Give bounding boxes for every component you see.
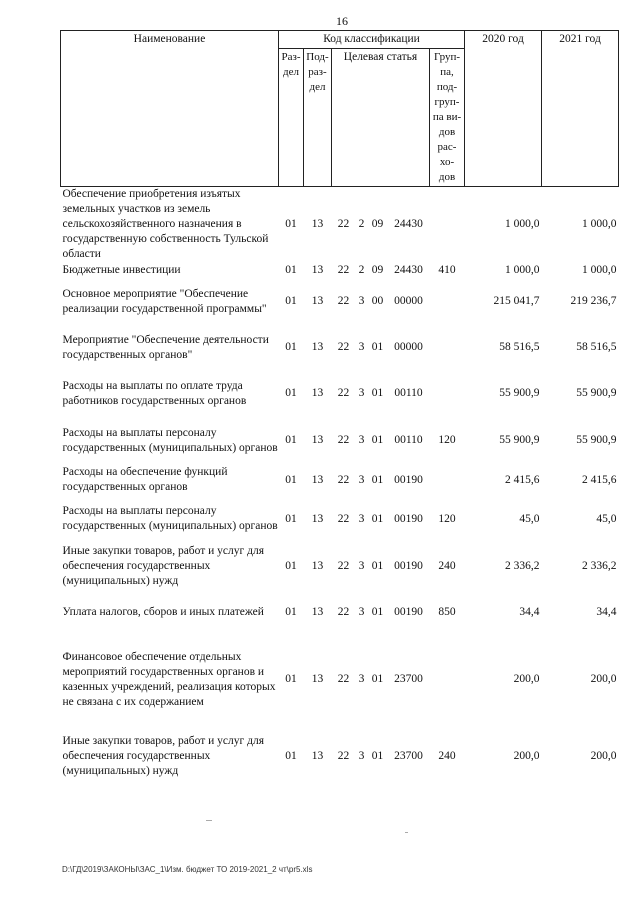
row-target-event: 01 [371,434,384,446]
row-target-event: 01 [371,473,384,486]
row-name: Расходы на выплаты персоналу государственных (муниципальных) органов [62,505,278,532]
row-expense-group [430,371,465,417]
row-amount-2020: 55 900,9 [499,387,540,399]
row-target-program: 22 [337,295,350,307]
row-target-subprogram: 3 [358,559,365,572]
table-row [61,371,619,417]
row-amount-2021: 1 000,0 [582,264,617,276]
row-name: Финансовое обеспечение отдельных мероприятий государственных органов и казенных учреждений, реализация которых не связана с их содержанием [62,650,276,708]
row-amount-2021: 219 236,7 [570,295,617,307]
row-razdel: 01 [285,473,297,486]
row-name: Расходы на выплаты персоналу государственных (муниципальных) органов [62,426,278,454]
row-expense-group: 240 [438,559,456,572]
row-amount-2020: 2 336,2 [505,559,540,572]
header-name: Наименование [61,31,279,187]
row-target-direction: 23700 [394,750,423,762]
page-number: 16 [336,14,348,28]
row-podrazdel: 13 [311,434,324,446]
row-razdel: 01 [285,673,297,685]
row-amount-2021: 2 336,2 [582,559,617,572]
row-podrazdel: 13 [311,606,324,618]
row-expense-group: 850 [438,606,456,618]
row-target-program: 22 [337,387,350,399]
row-target-event: 01 [371,387,384,399]
table-row [61,187,619,263]
row-target-event: 01 [371,559,384,572]
row-target-program: 22 [337,264,350,276]
row-expense-group: 120 [438,434,456,446]
row-target-program: 22 [337,750,350,762]
row-target-event: 01 [371,512,384,525]
row-target-event: 09 [371,264,384,276]
row-amount-2020: 58 516,5 [499,341,540,353]
row-amount-2021: 1 000,0 [582,218,617,231]
row-name: Бюджетные инвестиции [62,264,181,276]
row-target-event: 00 [371,295,384,307]
table-row [61,590,619,636]
row-target-subprogram: 3 [358,473,365,486]
header-code-group: Код классификации [279,31,465,49]
row-target-program: 22 [337,341,350,353]
row-target-program: 22 [337,559,350,572]
table-row [61,496,619,543]
row-target-direction: 00000 [394,295,423,307]
row-amount-2020: 200,0 [513,673,540,685]
row-target-event: 01 [371,606,384,618]
table-row [61,724,619,790]
scan-mark [405,832,408,833]
header-2020: 2020 год [465,31,542,187]
table-row [61,543,619,590]
row-amount-2021: 34,4 [596,606,617,618]
row-razdel: 01 [285,606,297,618]
row-podrazdel: 13 [311,473,324,486]
table-row [61,279,619,325]
row-amount-2020: 34,4 [519,606,540,618]
row-razdel: 01 [285,434,297,446]
row-target-direction: 23700 [394,673,423,685]
row-target-subprogram: 3 [358,341,365,353]
row-amount-2020: 200,0 [513,750,540,762]
row-target-event: 01 [371,750,384,762]
row-target-direction: 00190 [394,473,423,486]
header-podrazdel: Под-раз-дел [304,49,332,187]
row-podrazdel: 13 [311,750,324,762]
row-target-program: 22 [337,606,350,618]
row-target-direction: 00190 [394,559,423,572]
header-group: Груп-па, под-груп-па ви-дов рас-хо-дов [430,49,465,187]
row-name: Иные закупки товаров, работ и услуг для обеспечения государственных (муниципальных) нужд [62,735,264,777]
row-amount-2021: 58 516,5 [576,341,617,353]
row-amount-2020: 1 000,0 [505,264,540,276]
row-target-event: 09 [371,218,384,231]
row-amount-2020: 55 900,9 [499,434,540,446]
row-name: Расходы на выплаты по оплате труда работников государственных органов [62,379,247,407]
row-amount-2021: 2 415,6 [582,473,617,486]
header-2021: 2021 год [542,31,619,187]
row-expense-group [430,636,465,724]
row-expense-group [430,465,465,496]
row-podrazdel: 13 [311,218,324,231]
row-expense-group [430,187,465,263]
table-header [61,31,619,187]
row-podrazdel: 13 [311,341,324,353]
row-razdel: 01 [285,750,297,762]
table-row [61,263,619,279]
row-amount-2021: 55 900,9 [576,387,617,399]
row-name: Иные закупки товаров, работ и услуг для обеспечения государственных (муниципальных) нужд [62,544,264,587]
row-amount-2020: 45,0 [519,512,540,525]
row-target-direction: 00000 [394,341,423,353]
row-target-subprogram: 2 [358,218,365,231]
row-razdel: 01 [285,512,297,525]
scan-mark [206,820,212,821]
row-target-subprogram: 3 [358,434,365,446]
row-target-program: 22 [337,218,350,231]
budget-table [60,30,619,790]
row-amount-2020: 1 000,0 [505,218,540,231]
row-target-direction: 00190 [394,512,423,525]
row-target-direction: 00190 [394,606,423,618]
row-amount-2021: 200,0 [590,750,617,762]
row-razdel: 01 [285,295,297,307]
row-name: Обеспечение приобретения изъятых земельных участков из земель сельскохозяйственного назначения в государственную собственность Тульской области [62,188,269,261]
row-target-program: 22 [337,673,350,685]
row-target-subprogram: 3 [358,606,365,618]
row-razdel: 01 [285,387,297,399]
row-amount-2021: 45,0 [596,512,617,525]
row-target-program: 22 [337,512,350,525]
file-path-footer: D:\ГД\2019\ЗАКОНЫ\ЗАС_1\Изм. бюджет ТО 2019-2021_2 чт\pr5.xls [62,865,313,874]
table-row [61,465,619,496]
row-target-program: 22 [337,434,350,446]
table-row [61,417,619,465]
row-podrazdel: 13 [311,512,324,525]
row-amount-2020: 215 041,7 [493,295,540,307]
row-amount-2021: 55 900,9 [576,434,617,446]
row-target-direction: 24430 [394,264,423,276]
row-podrazdel: 13 [311,387,324,399]
row-target-subprogram: 3 [358,673,365,685]
row-target-direction: 24430 [394,218,423,231]
row-target-direction: 00110 [394,434,423,446]
table-body [61,187,619,790]
row-podrazdel: 13 [311,559,324,572]
row-target-subprogram: 3 [358,387,365,399]
row-razdel: 01 [285,341,297,353]
row-expense-group [430,279,465,325]
row-expense-group: 240 [438,750,456,762]
row-target-subprogram: 3 [358,295,365,307]
row-podrazdel: 13 [311,673,324,685]
row-name: Мероприятие "Обеспечение деятельности государственных органов" [62,333,269,361]
row-target-subprogram: 3 [358,512,365,525]
row-podrazdel: 13 [311,295,324,307]
row-target-subprogram: 2 [358,264,365,276]
row-target-event: 01 [371,673,384,685]
row-target-event: 01 [371,341,384,353]
row-target-direction: 00110 [394,387,423,399]
table-row [61,636,619,724]
row-razdel: 01 [285,218,297,231]
row-target-program: 22 [337,473,350,486]
row-target-subprogram: 3 [358,750,365,762]
header-target: Целевая статья [332,49,430,187]
row-podrazdel: 13 [311,264,324,276]
table-row [61,325,619,371]
row-name: Уплата налогов, сборов и иных платежей [62,606,264,618]
row-amount-2020: 2 415,6 [505,473,540,486]
row-expense-group: 120 [438,512,456,525]
row-expense-group [430,325,465,371]
row-expense-group: 410 [438,264,456,276]
row-razdel: 01 [285,264,297,276]
row-name: Основное мероприятие "Обеспечение реализации государственной программы" [62,287,267,315]
header-razdel: Раз-дел [279,49,304,187]
row-name: Расходы на обеспечение функций государственных органов [62,466,228,493]
row-razdel: 01 [285,559,297,572]
row-amount-2021: 200,0 [590,673,617,685]
